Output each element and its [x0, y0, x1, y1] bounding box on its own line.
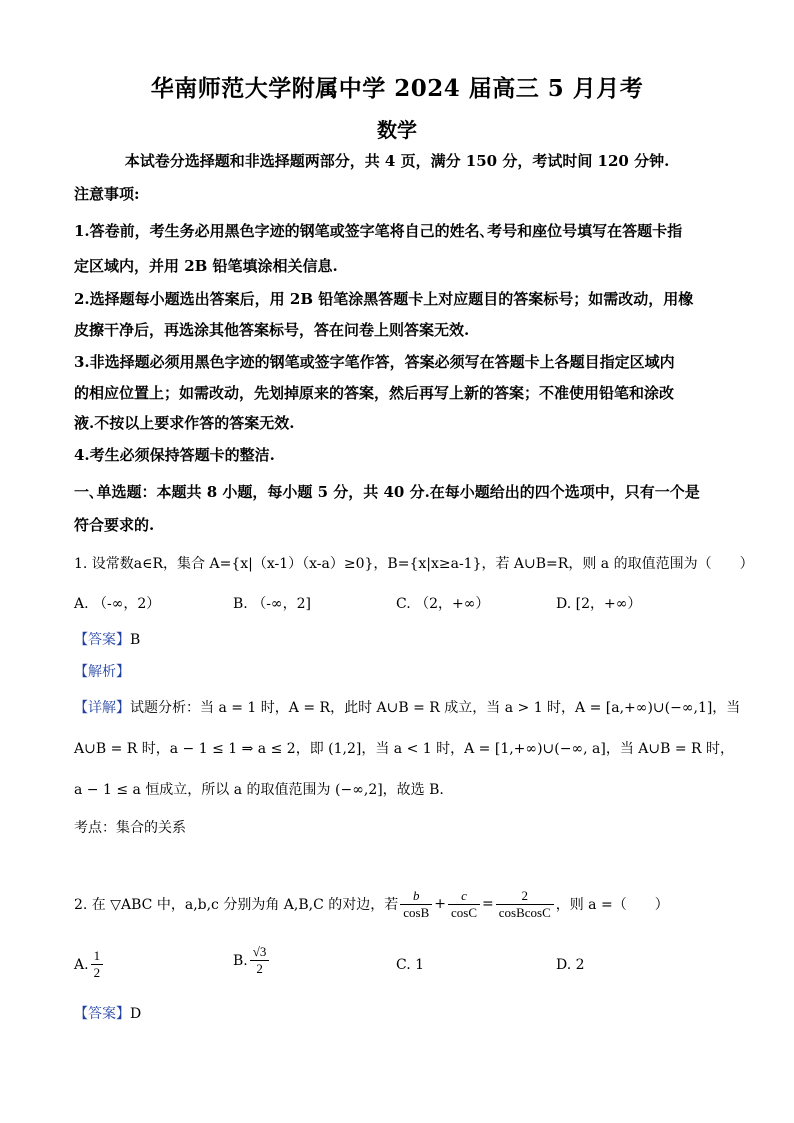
q2-equals: =	[482, 896, 494, 912]
q2-option-a-fraction	[91, 948, 104, 981]
q1-detail-line-3: a − 1 ≤ a 恒成立，所以 a 的取值范围为 (−∞,2]，故选 B.	[74, 782, 444, 798]
q2-stem-prefix: 2. 在 ▽ABC 中，a,b,c 分别为角 A,B,C 的对边，若	[74, 897, 399, 913]
q2-fraction-3	[496, 888, 554, 921]
q2-option-a-label: A.	[74, 956, 89, 973]
answer-label: 【答案】	[74, 632, 130, 648]
analysis-label: 【解析】	[74, 664, 130, 680]
q2-option-b-label: B.	[233, 952, 248, 969]
q2-option-b-fraction	[250, 944, 270, 977]
notice-2-line-1: 2.选择题每小题选出答案后，用 2B 铅笔涂黑答题卡上对应题目的答案标号；如需改动，用橡	[74, 290, 694, 308]
exam-title: 华南师范大学附属中学 2024 届高三 5 月月考	[150, 75, 644, 102]
q2-fraction-1-den: cosB	[403, 904, 430, 920]
q2-stem	[74, 882, 734, 926]
q2-stem-suffix: ，则 a =（ ）	[555, 897, 669, 913]
detail-label: 【详解】	[74, 700, 130, 716]
q2-option-a	[74, 948, 105, 981]
q1-analysis-label	[74, 661, 130, 681]
notice-3-line-2: 的相应位置上；如需改动，先划掉原来的答案，然后再写上新的答案；不准使用铅笔和涂改	[74, 384, 675, 402]
q1-option-d: D. [2，+∞）	[556, 596, 642, 612]
q2-option-a-den: 2	[93, 965, 101, 980]
q2-plus: +	[434, 896, 446, 912]
q2-option-b-num: √3	[250, 944, 270, 961]
q2-answer-value: D	[130, 1006, 142, 1022]
detail-text-1: 试题分析：当 a = 1 时，A = R，此时 A∪B = R 成立，当 a > 1 时，A = [a,+∞)∪(−∞,1]，当	[130, 700, 741, 716]
q2-fraction-3-den: cosBcosC	[498, 904, 551, 920]
notice-1-line-2: 定区域内，并用 2B 铅笔填涂相关信息.	[74, 257, 338, 275]
q2-fraction-3-num: 2	[496, 888, 554, 905]
q2-option-c: C. 1	[396, 957, 425, 973]
section-1-heading-line-1: 一､单选题：本题共 8 小题，每小题 5 分，共 40 分.在每小题给出的四个选项中，只有一个是	[74, 483, 700, 501]
q2-fraction-1-num: b	[400, 888, 432, 905]
q1-option-b: B. （-∞，2]	[233, 596, 311, 612]
q2-option-b	[233, 944, 271, 977]
q1-option-c: C. （2，+∞）	[396, 596, 490, 612]
notice-2-line-2: 皮擦干净后，再选涂其他答案标号，答在问卷上则答案无效.	[74, 321, 470, 339]
q1-kaodian: 考点：集合的关系	[74, 820, 186, 836]
notice-3-line-1: 3.非选择题必须用黑色字迹的钢笔或签字笔作答，答案必须写在答题卡上各题目指定区域内	[74, 353, 675, 371]
q1-detail-line-1	[74, 697, 741, 717]
notice-heading: 注意事项:	[74, 185, 140, 203]
q2-fraction-2-den: cosC	[451, 904, 477, 920]
exam-intro: 本试卷分选择题和非选择题两部分，共 4 页，满分 150 分，考试时间 120 分钟.	[124, 152, 670, 170]
q1-option-a: A. （-∞，2）	[74, 596, 161, 612]
q2-option-d: D. 2	[556, 957, 585, 973]
section-1-heading-line-2: 符合要求的.	[74, 516, 155, 534]
notice-1-line-1: 1.答卷前，考生务必用黑色字迹的钢笔或签字笔将自己的姓名､考号和座位号填写在答题卡指	[74, 222, 683, 240]
notice-3-line-3: 液.不按以上要求作答的答案无效.	[74, 414, 295, 432]
q1-answer	[74, 629, 140, 649]
q2-fraction-1	[400, 888, 432, 921]
q2-fraction-2	[448, 888, 480, 921]
q2-option-b-den: 2	[256, 961, 263, 976]
q2-option-a-num: 1	[91, 948, 104, 965]
answer-value: B	[130, 632, 141, 648]
subject-title: 数学	[377, 118, 417, 142]
q1-stem: 1. 设常数a∈R，集合 A={x|（x-1）（x-a）≥0}，B={x|x≥a-1}，若 A∪B=R，则 a 的取值范围为（ ）	[74, 556, 754, 572]
q2-fraction-2-num: c	[448, 888, 480, 905]
q2-answer	[74, 1003, 141, 1023]
q2-answer-label: 【答案】	[74, 1006, 130, 1022]
notice-4: 4.考生必须保持答题卡的整洁.	[74, 446, 275, 464]
q1-detail-line-2: A∪B = R 时，a − 1 ≤ 1 ⇒ a ≤ 2，即 (1,2]，当 a < 1 时，A = [1,+∞)∪(−∞, a]，当 A∪B = R 时，	[74, 741, 735, 757]
